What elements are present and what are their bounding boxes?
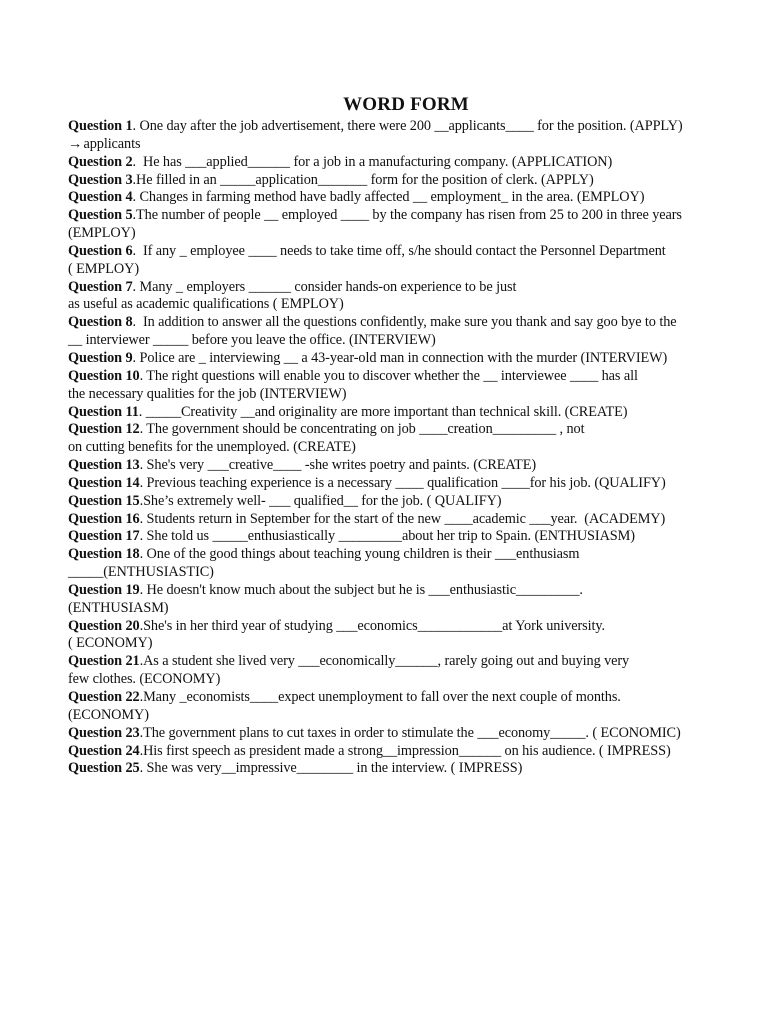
question-line <box>68 546 748 564</box>
question-label: Question 2 <box>68 153 133 170</box>
question-text: as useful as academic qualifications ( EMPLOY) <box>68 296 344 313</box>
question-text: . He doesn't know much about the subject but he is ___enthusiastic_________. <box>139 581 583 598</box>
question-text: . The government should be concentrating on job ____creation_________ , not <box>139 421 585 438</box>
question-line <box>68 653 748 671</box>
question-line <box>68 475 748 493</box>
question-text: .He filled in an _____application_______ form for the position of clerk. (APPLY) <box>132 171 594 188</box>
question-label: Question 11 <box>68 403 139 420</box>
question-line <box>68 243 748 261</box>
question-line <box>68 511 748 529</box>
question-label: Question 20 <box>68 617 140 634</box>
arrow-right-icon: → <box>68 135 83 152</box>
continuation-line <box>68 439 748 457</box>
continuation-line <box>68 225 748 243</box>
question-text: .She's in her third year of studying ___economics____________at York university. <box>139 617 605 634</box>
question-list <box>68 118 748 778</box>
question-label: Question 21 <box>68 653 140 670</box>
question-text: . She was very__impressive________ in the interview. ( IMPRESS) <box>139 760 523 777</box>
question-text: .His first speech as president made a strong__impression______ on his audience. ( IMPRESS) <box>139 742 671 759</box>
question-line <box>68 279 748 297</box>
question-text: . One day after the job advertisement, there were 200 __applicants____ for the position. (APPLY) <box>132 118 683 134</box>
question-text: . Changes in farming method have badly affected __ employment_ in the area. (EMPLOY) <box>132 189 645 206</box>
page-title: WORD FORM <box>343 94 469 115</box>
question-line <box>68 207 748 225</box>
continuation-line <box>68 136 748 154</box>
question-label: Question 5 <box>68 207 133 224</box>
question-label: Question 19 <box>68 581 140 598</box>
question-label: Question 17 <box>68 528 140 545</box>
question-line <box>68 118 748 136</box>
question-text: . She's very ___creative____ -she writes poetry and paints. (CREATE) <box>139 457 536 474</box>
question-label: Question 10 <box>68 367 140 384</box>
question-text: few clothes. (ECONOMY) <box>68 671 221 688</box>
question-text: . He has ___applied______ for a job in a manufacturing company. (APPLICATION) <box>132 153 613 170</box>
question-text: _____(ENTHUSIASTIC) <box>68 564 214 581</box>
question-text: (ECONOMY) <box>68 706 149 723</box>
question-text: . Students return in September for the start of the new ____academic ___year. (ACADEMY) <box>139 510 666 527</box>
question-line <box>68 618 748 636</box>
question-line <box>68 314 748 332</box>
question-label: Question 18 <box>68 546 140 563</box>
question-text: . _____Creativity __and originality are more important than technical skill. (CREATE) <box>138 403 628 420</box>
question-label: Question 24 <box>68 742 140 759</box>
question-line <box>68 457 748 475</box>
question-label: Question 3 <box>68 171 133 188</box>
question-line <box>68 189 748 207</box>
question-line <box>68 404 748 422</box>
question-line <box>68 421 748 439</box>
continuation-line <box>68 261 748 279</box>
question-label: Question 4 <box>68 189 133 206</box>
question-text: ( EMPLOY) <box>68 260 139 277</box>
question-line <box>68 528 748 546</box>
question-text: . One of the good things about teaching young children is their ___enthusiasm <box>139 546 580 563</box>
question-label: Question 13 <box>68 457 140 474</box>
question-text: . She told us _____enthusiastically _________about her trip to Spain. (ENTHUSIASM) <box>139 528 635 545</box>
question-text: .As a student she lived very ___economically______, rarely going out and buying very <box>139 653 630 670</box>
question-text: (ENTHUSIASM) <box>68 599 169 616</box>
question-label: Question 6 <box>68 242 133 259</box>
continuation-line <box>68 386 748 404</box>
question-text: .The number of people __ employed ____ by the company has risen from 25 to 200 in three years <box>132 207 682 224</box>
question-label: Question 25 <box>68 760 140 777</box>
question-label: Question 14 <box>68 474 140 491</box>
question-label: Question 8 <box>68 314 133 331</box>
question-label: Question 7 <box>68 278 133 295</box>
question-line <box>68 760 748 778</box>
question-line <box>68 493 748 511</box>
question-text: on cutting benefits for the unemployed. (CREATE) <box>68 439 356 456</box>
continuation-line <box>68 707 748 725</box>
question-label: Question 1 <box>68 118 133 134</box>
question-text: .The government plans to cut taxes in order to stimulate the ___economy_____. ( ECONOMIC) <box>139 724 681 741</box>
question-line <box>68 172 748 190</box>
question-text: . In addition to answer all the questions confidently, make sure you thank and say goo bye to the <box>132 314 677 331</box>
question-line <box>68 725 748 743</box>
question-text: . If any _ employee ____ needs to take time off, s/he should contact the Personnel Department <box>132 242 666 259</box>
continuation-line <box>68 296 748 314</box>
question-label: Question 23 <box>68 724 140 741</box>
question-label: Question 15 <box>68 492 140 509</box>
question-text: (EMPLOY) <box>68 225 136 242</box>
question-text: applicants <box>80 135 141 152</box>
question-line <box>68 368 748 386</box>
continuation-line <box>68 671 748 689</box>
question-line <box>68 154 748 172</box>
question-label: Question 16 <box>68 510 140 527</box>
question-text: .Many _economists____expect unemployment to fall over the next couple of months. <box>139 689 621 705</box>
question-label: Question 12 <box>68 421 140 438</box>
question-line <box>68 689 748 707</box>
question-text: . Many _ employers ______ consider hands-on experience to be just <box>132 278 517 295</box>
question-text: ( ECONOMY) <box>68 635 153 652</box>
question-line <box>68 743 748 761</box>
question-text: . The right questions will enable you to discover whether the __ interviewee ____ has all <box>139 367 638 384</box>
continuation-line <box>68 600 748 618</box>
question-line <box>68 582 748 600</box>
question-text: . Previous teaching experience is a necessary ____ qualification ____for his job. (QUALIFY) <box>139 474 666 491</box>
question-text: __ interviewer _____ before you leave the office. (INTERVIEW) <box>68 332 436 349</box>
continuation-line <box>68 635 748 653</box>
document-page <box>68 94 748 778</box>
question-text: the necessary qualities for the job (INTERVIEW) <box>68 385 347 402</box>
question-text: .She’s extremely well- ___ qualified__ for the job. ( QUALIFY) <box>139 492 502 509</box>
question-text: . Police are _ interviewing __ a 43-year-old man in connection with the murder (INTERVIEW) <box>132 349 668 366</box>
question-label: Question 22 <box>68 689 140 705</box>
continuation-line <box>68 564 748 582</box>
continuation-line <box>68 332 748 350</box>
question-label: Question 9 <box>68 349 133 366</box>
question-line <box>68 350 748 368</box>
